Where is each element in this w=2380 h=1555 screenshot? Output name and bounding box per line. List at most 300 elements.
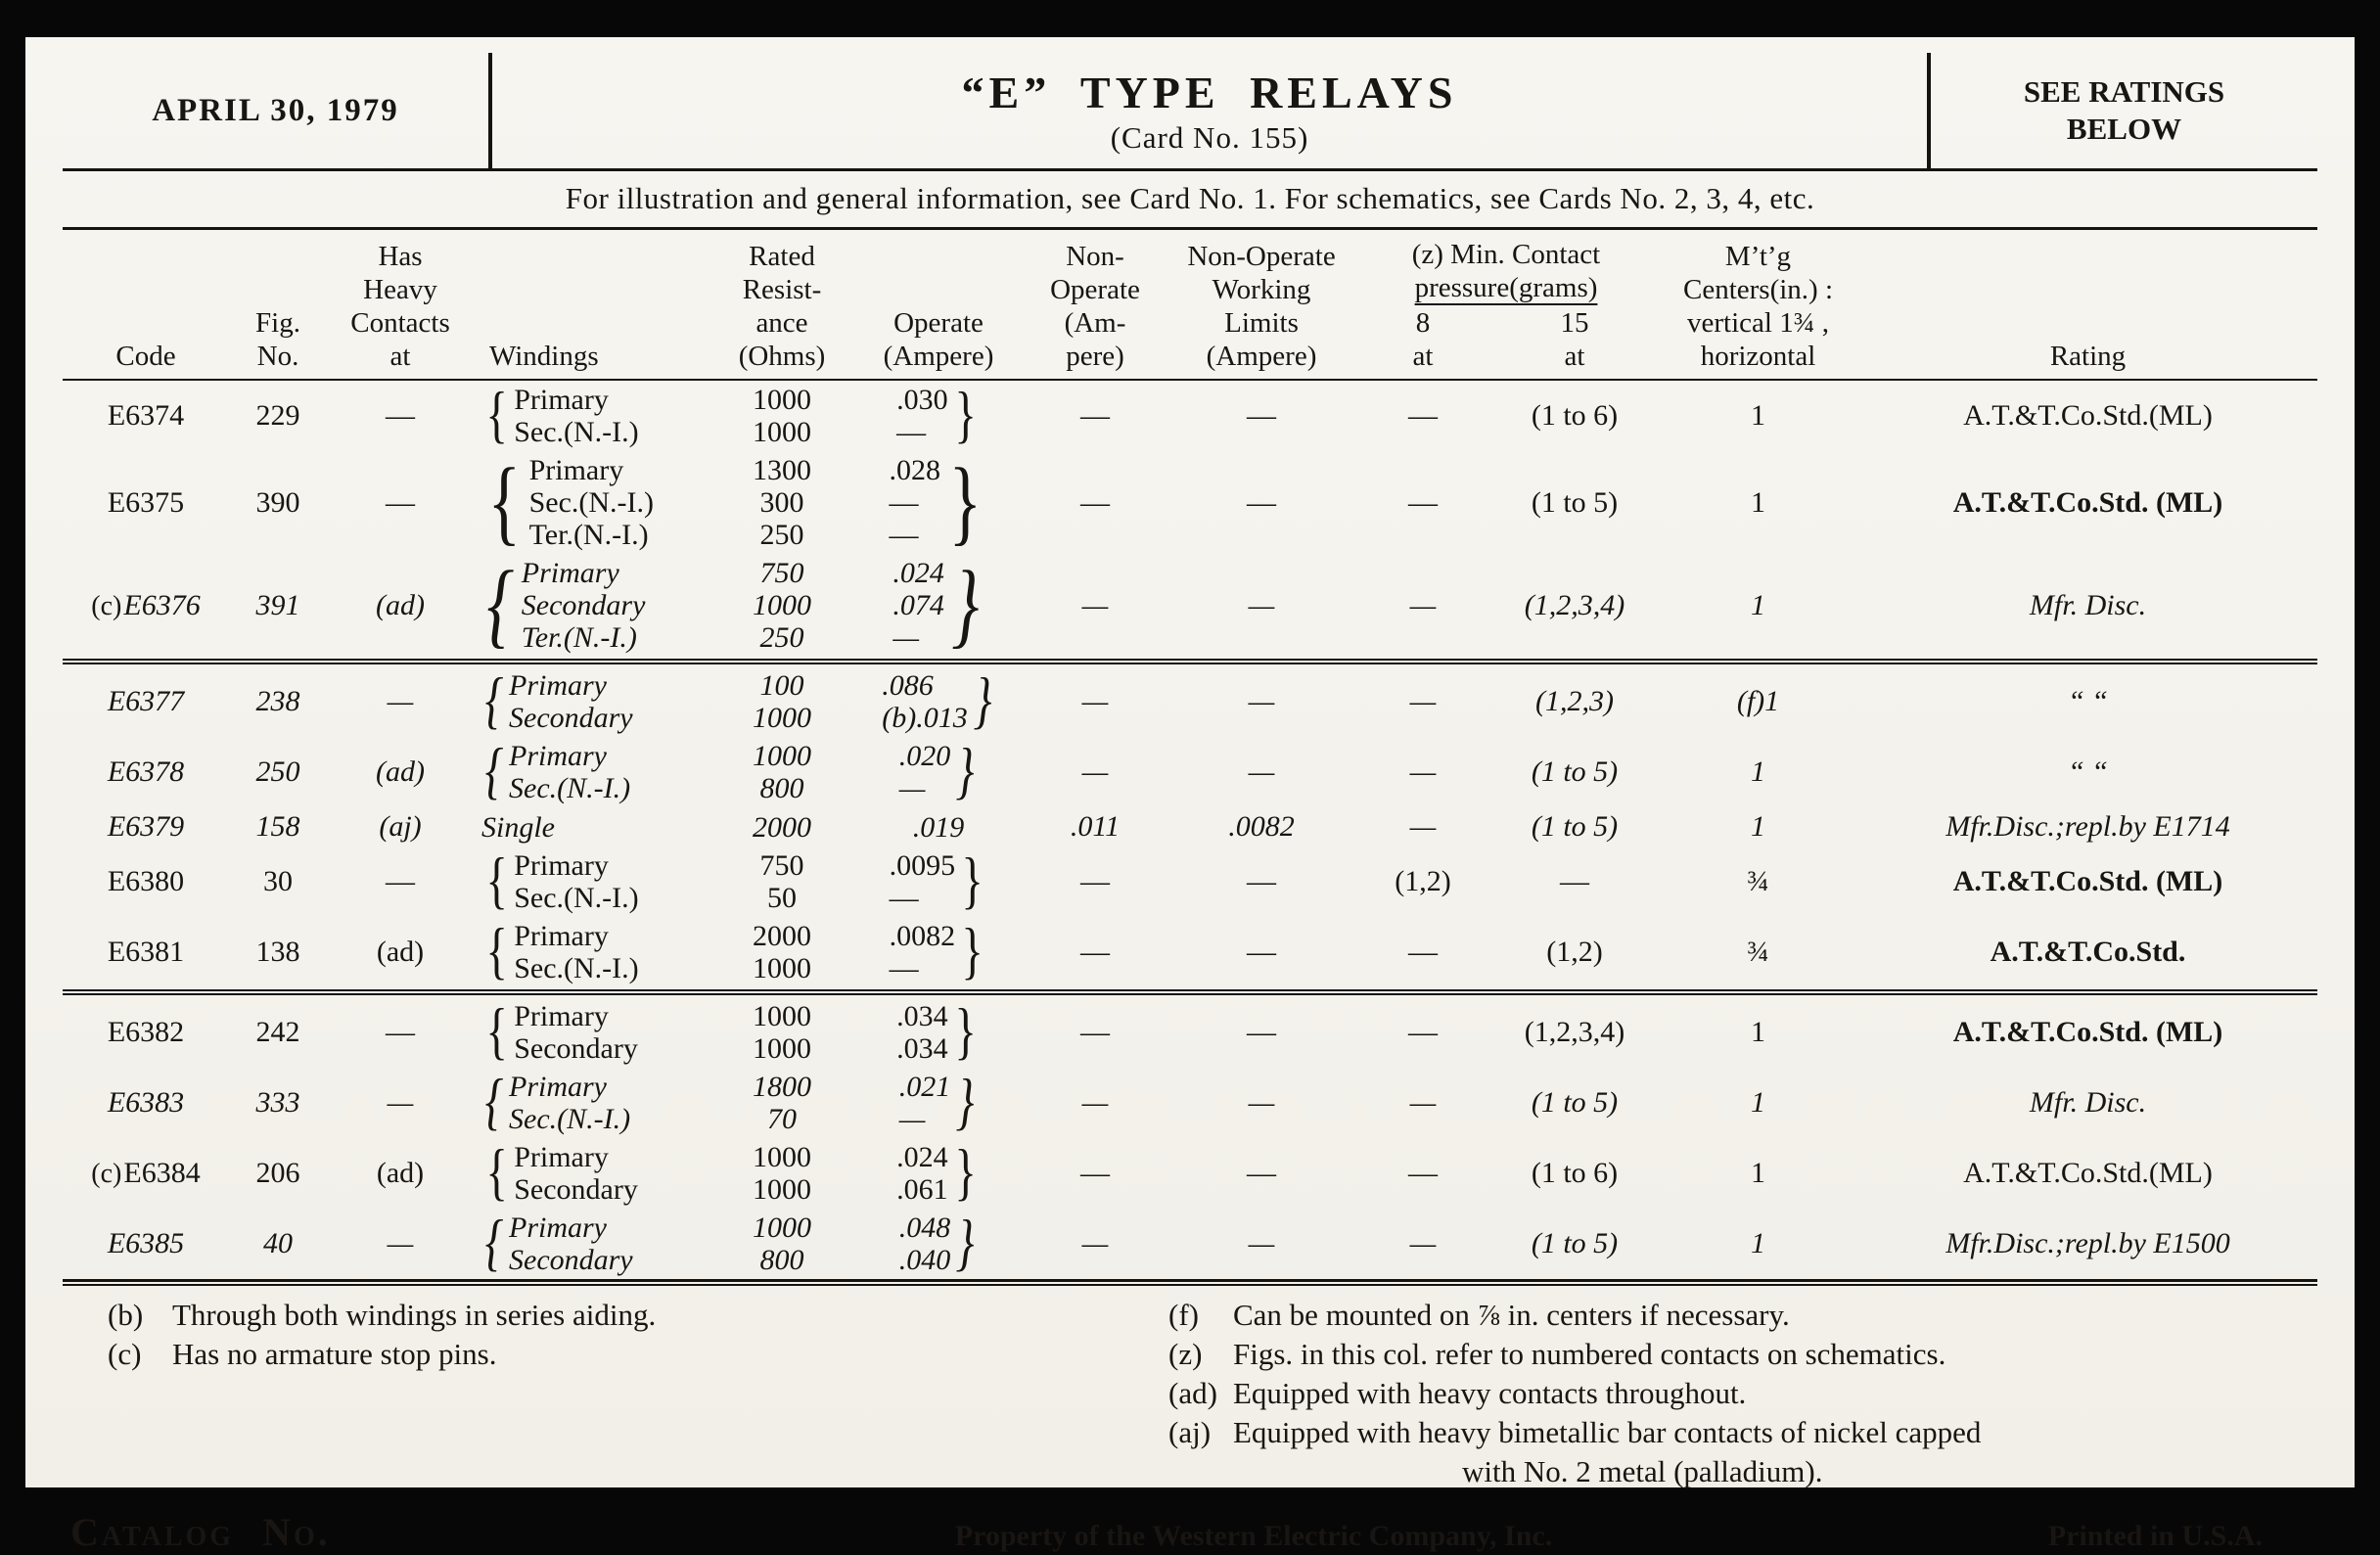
group-separator: [63, 659, 2317, 664]
footnote-f: (f) Can be mounted on ⅞ in. centers if necessary.: [1168, 1298, 1790, 1332]
winding-name: Primary: [509, 740, 607, 772]
operate-values: [899, 1212, 951, 1276]
code-prefix: (c): [91, 590, 122, 621]
resistance-cell: [709, 384, 855, 448]
winding-name: Primary: [514, 920, 609, 952]
footnotes: [63, 1296, 2317, 1491]
mtg-centers-cell: 1: [1751, 485, 1765, 519]
resistance-value: 1000: [753, 1032, 811, 1065]
card-number: (Card No. 155): [1110, 119, 1309, 155]
code-cell: [63, 399, 229, 433]
col-head-resistance: Rated Resist- ance (Ohms): [738, 241, 826, 372]
resistance-value: 1000: [753, 1212, 811, 1244]
footnote-aj: (aj) Equipped with heavy bimetallic bar contacts of nickel capped with No. 2 metal (palladium).: [1168, 1413, 2317, 1491]
operate-cell: [855, 1067, 1022, 1138]
code-cell: [63, 936, 229, 969]
winding-name: Secondary: [509, 1244, 633, 1276]
working-limits-cell: —: [1248, 1227, 1275, 1259]
mtg-centers-cell: 1: [1751, 810, 1765, 843]
operate-cell: [855, 665, 1022, 737]
operate-cell: [855, 552, 1022, 658]
pressure-15-cell: (1 to 5): [1531, 810, 1619, 843]
pressure-15-cell: (1,2,3,4): [1524, 588, 1625, 621]
col-head-contact-pressure: (z) Min. Contact pressure(grams) 8 at 15 at: [1354, 238, 1658, 373]
working-limits-cell: —: [1247, 485, 1276, 519]
col-head-pressure-8: 8 at: [1412, 307, 1434, 372]
pressure-15-cell: (1 to 5): [1531, 1086, 1619, 1119]
resistance-cell: [709, 740, 855, 804]
resistance-value: 800: [759, 1244, 804, 1276]
relay-code: E6381: [107, 936, 185, 968]
col-head-windings: Windings: [489, 341, 599, 372]
heavy-contacts-cell: —: [386, 399, 415, 432]
winding-name: Primary: [514, 849, 609, 882]
resistance-cell: [709, 1071, 855, 1135]
resistance-cell: [709, 1000, 855, 1065]
close-brace: }: [955, 1067, 975, 1138]
mtg-centers-cell: (f)1: [1736, 685, 1780, 717]
resistance-values: [709, 1071, 855, 1135]
card-title: “E” TYPE RELAYS: [961, 67, 1458, 117]
relay-row-E6379: [63, 807, 2317, 846]
see-ratings-line2: BELOW: [2066, 112, 2182, 146]
code-cell: [63, 1227, 229, 1260]
heavy-contacts-cell: —: [387, 1086, 414, 1119]
operate-value: —: [892, 621, 920, 654]
resistance-cell: [709, 1212, 855, 1276]
relay-row-E6378: [63, 737, 2317, 807]
property-line: Property of the Western Electric Company, Inc.: [954, 1520, 1553, 1552]
pressure-8-cell: —: [1409, 755, 1437, 788]
winding-name: Primary: [528, 454, 624, 486]
heavy-contacts-cell: —: [386, 1016, 415, 1048]
working-limits-cell: —: [1247, 1016, 1276, 1048]
operate-value: .030: [896, 384, 948, 416]
card-date: APRIL 30, 1979: [152, 92, 399, 128]
code-cell: [63, 685, 229, 718]
operate-value: .074: [892, 589, 944, 621]
relay-code: E6384: [123, 1157, 201, 1189]
pressure-15-cell: (1,2): [1546, 936, 1603, 968]
resistance-value: 250: [759, 621, 804, 654]
winding-name: Secondary: [509, 702, 633, 734]
relay-code: E6378: [107, 755, 185, 788]
pressure-8-cell: —: [1409, 810, 1437, 843]
resistance-cell: [709, 669, 855, 734]
relay-code: E6375: [107, 485, 185, 519]
winding-names: [514, 384, 638, 448]
pressure-15-cell: (1,2,3): [1535, 685, 1614, 717]
operate-value: .0095: [889, 849, 956, 882]
operate-value: .028: [889, 454, 940, 486]
operate-value: .024: [892, 557, 944, 589]
col-head-pressure-15: 15 at: [1560, 307, 1589, 372]
pressure-8-cell: —: [1408, 399, 1438, 432]
pressure-8-cell: —: [1408, 1016, 1438, 1048]
operate-values: [899, 740, 951, 804]
winding-name: Ter.(N.-I.): [521, 621, 637, 654]
mtg-centers-cell: ¾: [1747, 936, 1769, 968]
rating-cell: A.T.&T.Co.Std. (ML): [1952, 865, 2223, 897]
windings-cell: [474, 916, 709, 987]
relay-table-header: [63, 230, 2317, 379]
close-brace: }: [954, 1137, 977, 1209]
footnote-b: (b) Through both windings in series aiding.: [108, 1298, 657, 1332]
operate-cell: [855, 846, 1022, 917]
operate-value: .019: [912, 810, 965, 844]
open-brace: {: [485, 1137, 508, 1209]
winding-names: [509, 669, 633, 734]
rating-cell: Mfr.Disc.;repl.by E1500: [1945, 1227, 2230, 1259]
fig-no-cell: 333: [255, 1086, 300, 1119]
fig-no-cell: 229: [255, 399, 300, 432]
working-limits-cell: —: [1247, 936, 1276, 968]
code-cell: [63, 865, 229, 898]
relay-code: E6382: [107, 1016, 185, 1048]
fig-no-cell: 390: [255, 485, 300, 519]
pressure-15-cell: (1 to 6): [1531, 1157, 1619, 1189]
winding-name: Sec.(N.-I.): [509, 1103, 631, 1135]
relay-code: E6379: [107, 810, 185, 843]
resistance-value: 300: [759, 486, 804, 519]
operate-values: [882, 669, 967, 734]
close-brace: }: [973, 665, 992, 737]
operate-values: [890, 849, 956, 914]
mtg-centers-cell: 1: [1751, 1016, 1765, 1048]
resistance-value: 70: [767, 1103, 797, 1135]
winding-name: Primary: [514, 1141, 609, 1173]
operate-cell: [855, 811, 1022, 844]
heavy-contacts-cell: (ad): [376, 936, 425, 968]
pressure-15-cell: (1,2,3,4): [1524, 1016, 1625, 1048]
col-head-non-operate: Non- Operate (Am- pere): [1050, 241, 1140, 372]
operate-value: —: [898, 1103, 926, 1135]
non-operate-cell: —: [1080, 936, 1110, 968]
pressure-8-cell: —: [1408, 485, 1438, 519]
operate-value: .034: [896, 1000, 948, 1032]
winding-names: [509, 1071, 630, 1135]
winding-name: Primary: [521, 557, 619, 589]
close-brace: }: [955, 736, 975, 807]
see-ratings-line1: SEE RATINGS: [2023, 74, 2225, 109]
close-brace: }: [954, 380, 977, 451]
operate-value: .048: [898, 1212, 951, 1244]
footnote-aj-line2: with No. 2 metal (palladium).: [1462, 1454, 1823, 1488]
close-brace: }: [961, 916, 984, 987]
code-cell: [63, 1016, 229, 1049]
non-operate-cell: —: [1081, 588, 1109, 621]
footnotes-left: [63, 1296, 1168, 1491]
fig-no-cell: 250: [255, 755, 300, 788]
open-brace: {: [485, 846, 508, 917]
open-brace: {: [484, 1208, 504, 1279]
fig-no-cell: 206: [255, 1157, 300, 1189]
operate-value: —: [889, 519, 919, 551]
footnote-c: (c) Has no armature stop pins.: [108, 1337, 497, 1371]
operate-value: .034: [896, 1032, 948, 1065]
operate-value: .086: [882, 669, 934, 702]
winding-name: Secondary: [521, 589, 646, 621]
relay-row-E6375: [63, 451, 2317, 554]
pressure-8-cell: —: [1409, 588, 1437, 621]
relay-row-E6374: [63, 381, 2317, 451]
close-brace: }: [954, 996, 977, 1068]
mtg-centers-cell: ¾: [1747, 865, 1769, 897]
operate-values: [896, 1000, 948, 1065]
operate-value: —: [889, 486, 919, 519]
group-separator: [63, 989, 2317, 995]
heavy-contacts-cell: (ad): [376, 1157, 425, 1189]
close-brace: }: [961, 846, 984, 917]
working-limits-cell: —: [1248, 755, 1275, 788]
operate-cell: [855, 449, 1022, 555]
resistance-values: [709, 920, 855, 984]
relay-code: E6380: [107, 865, 185, 897]
windings-cell: [474, 846, 709, 917]
code-cell: [63, 1086, 229, 1120]
resistance-values: [709, 740, 855, 804]
catalog-no-label: Catalog No.: [70, 1510, 331, 1554]
mtg-centers-cell: 1: [1751, 1227, 1765, 1259]
mtg-centers-cell: 1: [1751, 399, 1765, 432]
fig-no-cell: 30: [263, 865, 293, 897]
resistance-value: 100: [759, 669, 804, 702]
fig-no-cell: 238: [255, 685, 300, 717]
resistance-values: [709, 557, 855, 654]
resistance-value: 1000: [753, 384, 811, 416]
col-head-operate: Operate (Ampere): [883, 307, 994, 372]
relay-row-E6380: [63, 846, 2317, 917]
fig-no-cell: 242: [255, 1016, 300, 1048]
open-brace: {: [486, 552, 515, 658]
resistance-value: 2000: [753, 920, 811, 952]
relay-row-E6385: [63, 1209, 2317, 1279]
non-operate-cell: .011: [1070, 810, 1121, 843]
code-cell: [63, 810, 229, 844]
relay-code: E6377: [107, 685, 185, 717]
heavy-contacts-cell: (ad): [376, 755, 425, 788]
see-ratings-note: [1931, 53, 2317, 168]
rating-cell: A.T.&T.Co.Std.(ML): [1963, 399, 2213, 432]
info-line: For illustration and general information, see Card No. 1. For schematics, see Cards No. 2, 3, 4, etc.: [565, 181, 1815, 215]
winding-name: Primary: [514, 384, 609, 416]
pressure-15-cell: (1 to 5): [1531, 1227, 1619, 1259]
windings-cell: [474, 552, 709, 658]
open-brace: {: [485, 380, 508, 451]
resistance-value: 750: [759, 849, 804, 882]
winding-names: [514, 849, 638, 914]
rating-cell: Mfr. Disc.: [2029, 588, 2147, 621]
heavy-contacts-cell: (ad): [376, 588, 425, 621]
mtg-centers-cell: 1: [1751, 1157, 1765, 1189]
resistance-value: 1300: [753, 454, 811, 486]
heavy-contacts-cell: —: [386, 865, 415, 897]
operate-values: [913, 811, 965, 844]
heavy-contacts-cell: —: [386, 485, 415, 519]
pressure-8-cell: (1,2): [1395, 865, 1451, 897]
open-brace: {: [485, 916, 508, 987]
pressure-15-cell: (1 to 5): [1531, 755, 1619, 788]
operate-value: —: [898, 772, 926, 804]
footnotes-right: [1168, 1296, 2317, 1491]
winding-name: Ter.(N.-I.): [528, 519, 649, 551]
winding-name: Sec.(N.-I.): [514, 882, 639, 914]
windings-cell: [474, 736, 709, 807]
operate-value: .040: [898, 1244, 951, 1276]
winding-names: [509, 740, 630, 804]
working-limits-cell: —: [1247, 1157, 1276, 1189]
resistance-values: [709, 849, 855, 914]
non-operate-cell: —: [1081, 1227, 1109, 1259]
operate-cell: [855, 736, 1022, 807]
winding-name: Single: [481, 810, 555, 844]
windings-cell: [474, 1067, 709, 1138]
mtg-centers-cell: 1: [1751, 755, 1765, 788]
rating-cell: A.T.&T.Co.Std. (ML): [1952, 1016, 2223, 1048]
windings-cell: [474, 1137, 709, 1209]
resistance-value: 1000: [753, 1173, 811, 1206]
windings-cell: [474, 665, 709, 737]
fig-no-cell: 40: [263, 1227, 293, 1259]
operate-cell: [855, 1137, 1022, 1209]
mtg-centers-cell: 1: [1751, 588, 1765, 621]
pressure-8-cell: —: [1408, 936, 1438, 968]
winding-name: Sec.(N.-I.): [528, 486, 655, 519]
winding-names: [514, 1000, 638, 1065]
relay-code: E6374: [107, 399, 185, 432]
operate-cell: [855, 916, 1022, 987]
pressure-8-cell: —: [1408, 1157, 1438, 1189]
relay-row-E6377: [63, 666, 2317, 737]
operate-values: [890, 920, 956, 984]
windings-cell: [474, 449, 709, 555]
masthead: [63, 53, 2317, 168]
resistance-value: 1800: [753, 1071, 811, 1103]
heavy-contacts-cell: (aj): [379, 810, 422, 843]
resistance-values: [709, 811, 855, 844]
relay-code: E6376: [123, 588, 201, 621]
heavy-contacts-cell: —: [387, 1227, 414, 1259]
code-cell: [63, 755, 229, 789]
col-head-mtg-centers: M’t’g Centers(in.) : vertical 1¾ , horizontal: [1682, 241, 1833, 372]
resistance-value: 1000: [753, 952, 811, 984]
col-head-contacts: Has Heavy Contacts at: [350, 241, 450, 372]
col-head-code: Code: [115, 341, 176, 372]
resistance-cell: [709, 557, 855, 654]
code-cell: [63, 1157, 229, 1190]
pressure-8-cell: —: [1409, 1086, 1437, 1119]
resistance-value: 250: [759, 519, 804, 551]
rating-cell: A.T.&T.Co.Std.(ML): [1963, 1157, 2213, 1189]
close-brace: }: [955, 1208, 975, 1279]
code-cell: [63, 589, 229, 622]
footnote-z: (z) Figs. in this col. refer to numbered contacts on schematics.: [1168, 1337, 1946, 1371]
card-footer: [63, 1509, 2317, 1555]
close-brace: }: [948, 449, 983, 555]
rating-cell: A.T.&T.Co.Std.: [1990, 936, 2186, 968]
operate-values: [896, 1141, 948, 1206]
resistance-value: 50: [767, 882, 797, 914]
relay-row-E6381: [63, 917, 2317, 987]
relay-table-body: [63, 381, 2317, 1279]
working-limits-cell: .0082: [1228, 810, 1295, 843]
windings-cell: [474, 811, 709, 844]
open-brace: {: [487, 449, 522, 555]
working-limits-cell: —: [1248, 685, 1275, 717]
operate-value: —: [889, 952, 919, 984]
open-brace: {: [484, 665, 504, 737]
relay-row-E6384: [63, 1138, 2317, 1209]
col-head-working-limits: Non-Operate Working Limits (Ampere): [1187, 241, 1336, 372]
non-operate-cell: —: [1080, 1157, 1110, 1189]
pressure-15-cell: (1 to 5): [1531, 485, 1619, 519]
pressure-15-cell: —: [1560, 865, 1589, 897]
winding-name: Primary: [509, 1071, 607, 1103]
code-prefix: (c): [91, 1159, 122, 1189]
rating-cell: A.T.&T.Co.Std. (ML): [1952, 485, 2223, 519]
rating-cell: Mfr.Disc.;repl.by E1714: [1945, 810, 2230, 843]
resistance-values: [709, 384, 855, 448]
operate-values: [899, 1071, 951, 1135]
winding-names: [529, 454, 654, 551]
resistance-value: 800: [759, 772, 804, 804]
working-limits-cell: —: [1248, 1086, 1275, 1119]
winding-names: [514, 920, 638, 984]
resistance-value: 1000: [753, 589, 811, 621]
working-limits-cell: —: [1247, 865, 1276, 897]
resistance-values: [709, 1141, 855, 1206]
operate-cell: [855, 996, 1022, 1068]
resistance-cell: [709, 454, 855, 551]
winding-name: Secondary: [514, 1032, 638, 1065]
operate-values: [889, 454, 940, 551]
open-brace: {: [485, 996, 508, 1068]
resistance-cell: [709, 920, 855, 984]
col-head-rating: Rating: [2049, 341, 2127, 372]
close-brace: }: [951, 552, 980, 658]
resistance-value: 1000: [753, 702, 811, 734]
fig-no-cell: 138: [255, 936, 300, 968]
resistance-values: [709, 1212, 855, 1276]
winding-name: Sec.(N.-I.): [514, 416, 639, 448]
operate-cell: [855, 1208, 1022, 1279]
winding-name: Primary: [509, 669, 607, 702]
operate-value: —: [889, 882, 919, 914]
non-operate-cell: —: [1081, 1086, 1109, 1119]
windings-cell: [474, 1208, 709, 1279]
rating-cell: Mfr. Disc.: [2029, 1086, 2147, 1119]
operate-values: [892, 557, 944, 654]
working-limits-cell: —: [1248, 588, 1275, 621]
relay-code: E6385: [107, 1227, 185, 1259]
winding-name: Sec.(N.-I.): [514, 952, 639, 984]
resistance-values: [709, 454, 855, 551]
operate-value: (b).013: [882, 702, 968, 734]
rating-cell: “ “: [2068, 755, 2108, 788]
winding-name: Sec.(N.-I.): [509, 772, 631, 804]
operate-value: .021: [898, 1071, 951, 1103]
operate-value: .061: [896, 1173, 948, 1206]
resistance-value: 1000: [753, 1000, 811, 1032]
code-cell: [63, 486, 229, 520]
windings-cell: [474, 996, 709, 1068]
resistance-value: 2000: [753, 810, 811, 844]
resistance-value: 1000: [753, 416, 811, 448]
winding-name: Primary: [514, 1000, 609, 1032]
non-operate-cell: —: [1080, 399, 1110, 432]
mtg-centers-cell: 1: [1751, 1086, 1765, 1119]
resistance-value: 750: [759, 557, 804, 589]
